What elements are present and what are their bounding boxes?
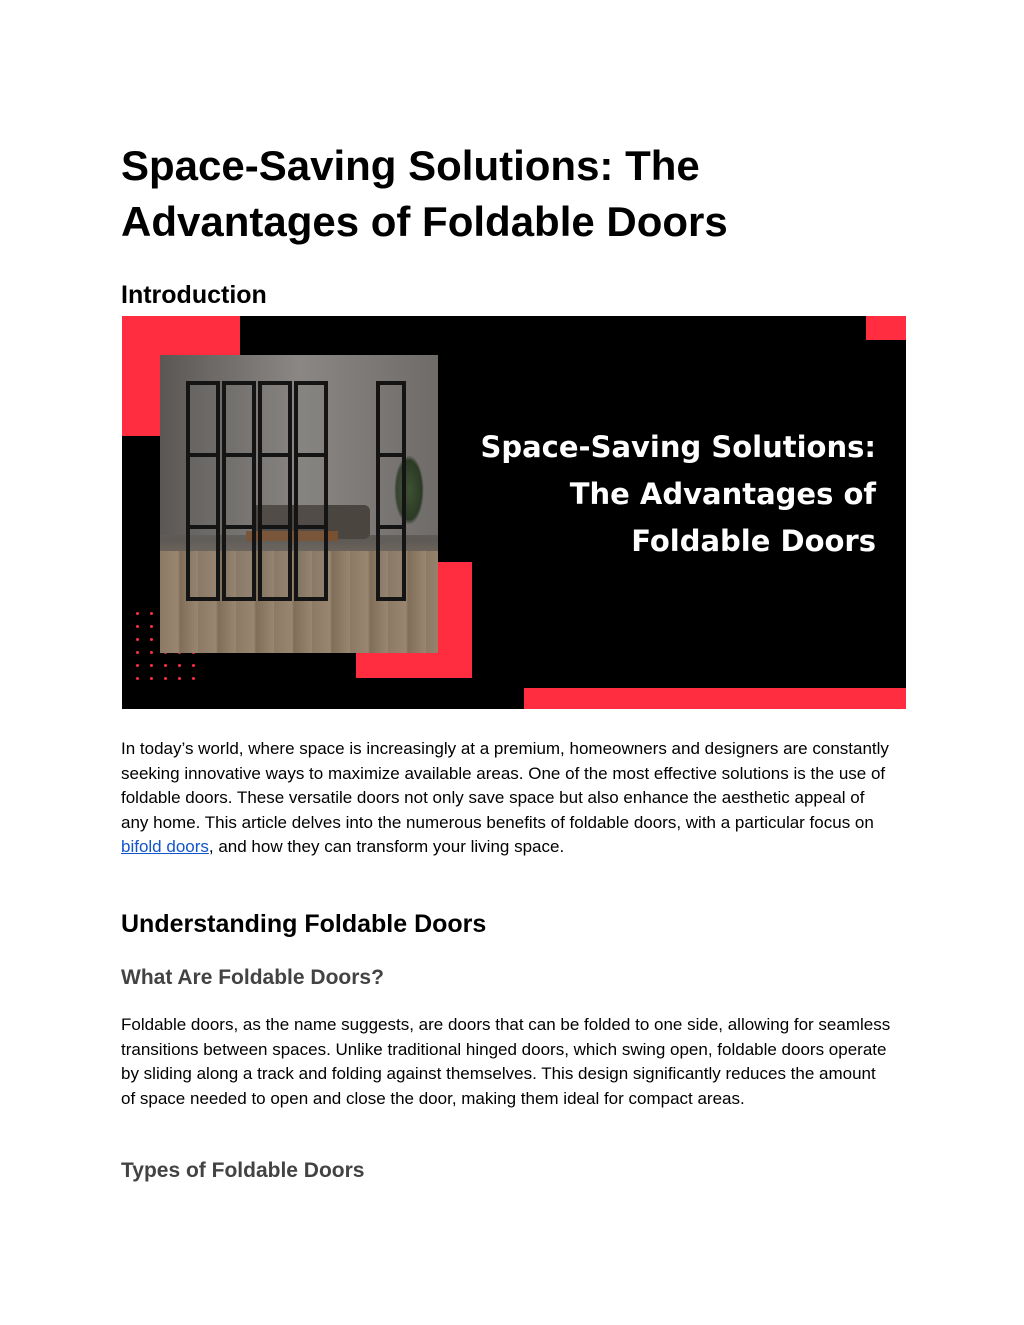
intro-text-before-link: In today’s world, where space is increasingly at a premium, homeowners and designers are constantly seeking innovative ways to maximize available areas. One of the most effective solutions is the use of foldable doors. These versatile doors not only save space but also enhance the aesthetic appeal of any home. This article delves into the numerous benefits of foldable doors, with a particular focus on	[121, 739, 889, 832]
banner-dot	[178, 664, 181, 667]
section-heading: Understanding Foldable Doors	[121, 910, 487, 938]
banner-dot	[136, 677, 139, 680]
bifold-doors-link[interactable]: bifold doors	[121, 837, 209, 856]
banner-dot	[150, 638, 153, 641]
banner-dot	[164, 664, 167, 667]
banner-dot	[136, 612, 139, 615]
door-panel	[186, 381, 220, 601]
banner-dot	[136, 625, 139, 628]
document-title: Space-Saving Solutions: The Advantages of Foldable Doors	[121, 142, 728, 245]
intro-text-after-link: , and how they can transform your living space.	[208, 837, 565, 856]
door-panel	[222, 381, 256, 601]
intro-paragraph	[121, 737, 891, 860]
banner-dot	[164, 677, 167, 680]
door-panel	[294, 381, 328, 601]
banner-dot	[150, 664, 153, 667]
subheading-types: Types of Foldable Doors	[121, 1159, 365, 1182]
banner-dot	[136, 638, 139, 641]
banner-dot	[192, 677, 195, 680]
banner-dot	[150, 612, 153, 615]
banner-title	[462, 424, 876, 565]
what-paragraph: Foldable doors, as the name suggests, are doors that can be folded to one side, allowing for seamless transitions between spaces. Unlike traditional hinged doors, which swing open, foldable doors operate by sliding along a track and folding against themselves. This design significantly reduces the amount of space needed to open and close the door, making them ideal for compact areas.	[121, 1015, 891, 1108]
banner-title-line: The Advantages of	[569, 477, 876, 511]
banner-accent-bottom-bar	[524, 688, 906, 709]
banner-dot	[192, 664, 195, 667]
introduction-heading: Introduction	[121, 281, 267, 309]
banner-dot	[150, 625, 153, 628]
banner-dot	[150, 677, 153, 680]
door-panel	[376, 381, 406, 601]
banner-image	[122, 316, 906, 709]
banner-dot	[150, 651, 153, 654]
banner-dot	[178, 677, 181, 680]
banner-title-line: Foldable Doors	[631, 524, 876, 558]
banner-dot	[136, 651, 139, 654]
banner-dot	[136, 664, 139, 667]
banner-accent-top-right	[866, 316, 906, 340]
foldable-door-photo	[160, 355, 438, 653]
subheading-what-are: What Are Foldable Doors?	[121, 966, 384, 989]
door-panel	[258, 381, 292, 601]
banner-title-line: Space-Saving Solutions:	[480, 430, 876, 464]
